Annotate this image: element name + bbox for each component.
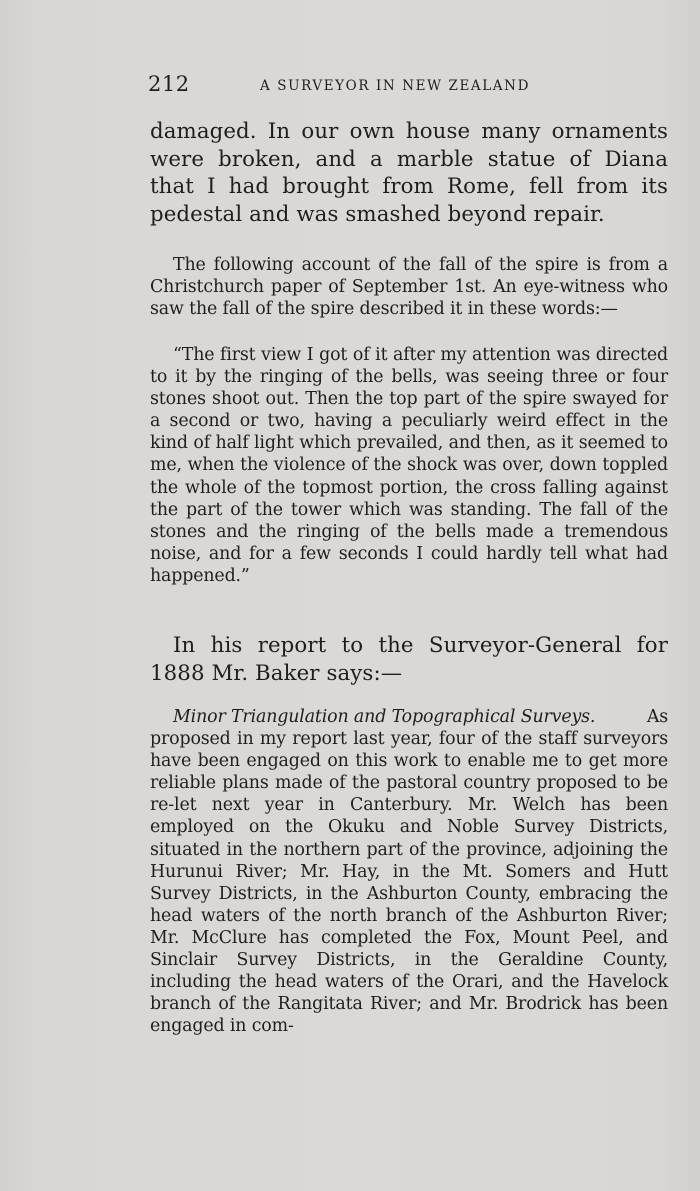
paragraph-spire-account: The following account of the fall of the spire is from a Christchurch paper of September 1st. An eye-witness who saw the fall of the spire described it in these words:— <box>150 255 668 320</box>
section-heading-italic: Minor Triangulation and Topographical Surveys. <box>173 707 596 727</box>
paragraph-damaged: damaged. In our own house many ornaments were broken, and a marble statue of Diana that I had brought from Rome, fell from its pedestal and was smashed beyond repair. <box>150 119 668 227</box>
page-number: 212 <box>148 72 190 96</box>
running-title: A SURVEYOR IN NEW ZEALAND <box>260 78 530 94</box>
paragraph-eyewitness-quote: “The first view I got of it after my attention was directed to it by the ringing of the bells, was seeing three or four stones shoot out. Then the top part of the spire swayed for a second or two, having a peculiarly weird effect in the kind of half light which prevailed, and then, as it seemed to me, when the violence of the shock was over, down toppled the whole of the topmost portion, the cross falling against the part of the tower which was standing. The fall of the stones and the ringing of the bells made a tremendous noise, and for a few seconds I could hardly tell what had happened.” <box>150 345 668 586</box>
paragraph-minor-triangulation-body: As proposed in my report last year, four of the staff surveyors have been engaged on this work to enable me to get more reliable plans made of the pastoral country proposed to be re-let next year in Canterbury. Mr. Welch has been employed on the Okuku and Noble Survey Districts, situated in the northern part of the province, adjoining the Hurunui River; Mr. Hay, in the Mt. Somers and Hutt Survey Districts, in the Ashburton County, embracing the head waters of the north branch of the Ashburton River; Mr. McClure has completed the Fox, Mount Peel, and Sinclair Survey Districts, in the Geraldine County, including the head waters of the Orari, and the Havelock branch of the Rangitata River; and Mr. Brodrick has been engaged in com- <box>150 707 668 1037</box>
paragraph-minor-triangulation <box>150 706 668 1037</box>
page-header <box>148 72 668 102</box>
paragraph-baker-report-intro: In his report to the Surveyor-General for 1888 Mr. Baker says:— <box>150 633 668 686</box>
